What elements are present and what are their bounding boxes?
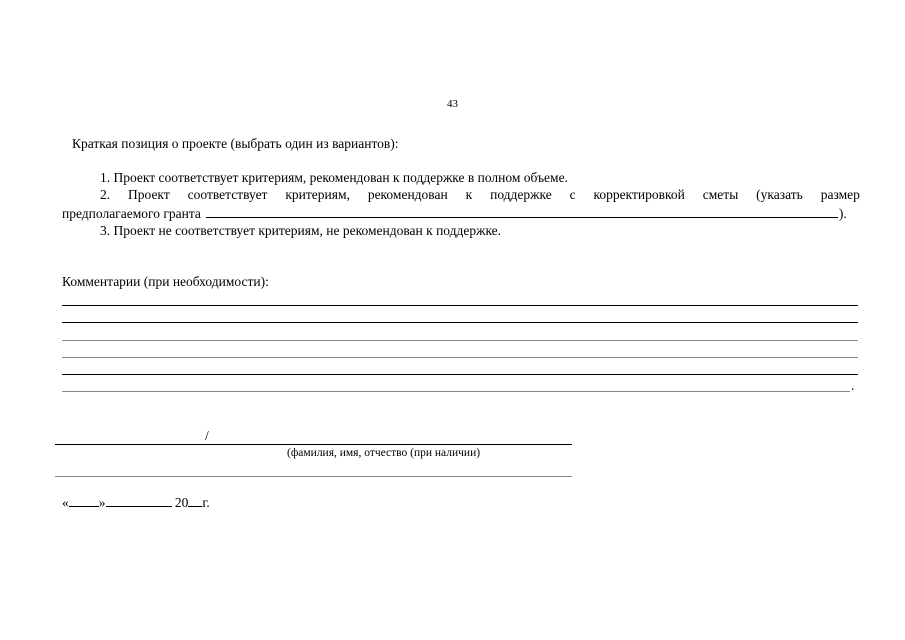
intro-heading: Краткая позиция о проекте (выбрать один из вариантов): [72, 136, 399, 151]
date-open-quote: « [62, 495, 69, 510]
year-prefix: 20 [174, 495, 189, 510]
option-2-end: ). [838, 206, 847, 221]
option-2-word: рекомендован [367, 187, 448, 202]
date-close-quote: » [98, 495, 106, 510]
year-blank[interactable] [188, 495, 202, 507]
year-suffix: г. [202, 495, 210, 510]
comment-line[interactable] [62, 340, 858, 341]
option-2-word: корректировкой [593, 187, 685, 202]
option-2-line-1 [100, 187, 860, 203]
comment-line[interactable] [62, 322, 858, 323]
option-2-word: размер [820, 187, 860, 202]
option-2-word: критериям, [285, 187, 350, 202]
option-2-line-2 [62, 205, 847, 222]
signature-line[interactable] [55, 444, 572, 445]
comment-line[interactable] [62, 357, 858, 358]
option-2-word: соответствует [187, 187, 268, 202]
fio-caption: (фамилия, имя, отчество (при наличии) [287, 447, 481, 459]
comments-label: Комментарии (при необходимости): [62, 274, 269, 289]
option-2-word: 2. [100, 187, 111, 202]
option-2-word: сметы [702, 187, 739, 202]
page-number: 43 [447, 98, 458, 110]
option-2-word: (указать [756, 187, 803, 202]
comment-line[interactable] [62, 305, 858, 306]
signature-underline [55, 476, 572, 477]
comment-line[interactable] [62, 391, 850, 392]
comment-line[interactable] [62, 374, 858, 375]
option-2-word: к [465, 187, 473, 202]
grant-amount-blank[interactable] [206, 205, 838, 218]
option-2-word: с [569, 187, 576, 202]
signature-separator: / [205, 428, 209, 443]
option-2-word: Проект [128, 187, 170, 202]
month-blank[interactable] [106, 495, 172, 507]
day-blank[interactable] [69, 495, 99, 507]
comments-end: . [851, 378, 855, 393]
option-2-continuation: предполагаемого гранта [62, 206, 201, 221]
date-line [62, 495, 210, 511]
option-3: 3. Проект не соответствует критериям, не рекомендован к поддержке. [100, 223, 502, 238]
option-1: 1. Проект соответствует критериям, рекомендован к поддержке в полном объеме. [100, 170, 568, 185]
option-2-word: поддержке [490, 187, 552, 202]
